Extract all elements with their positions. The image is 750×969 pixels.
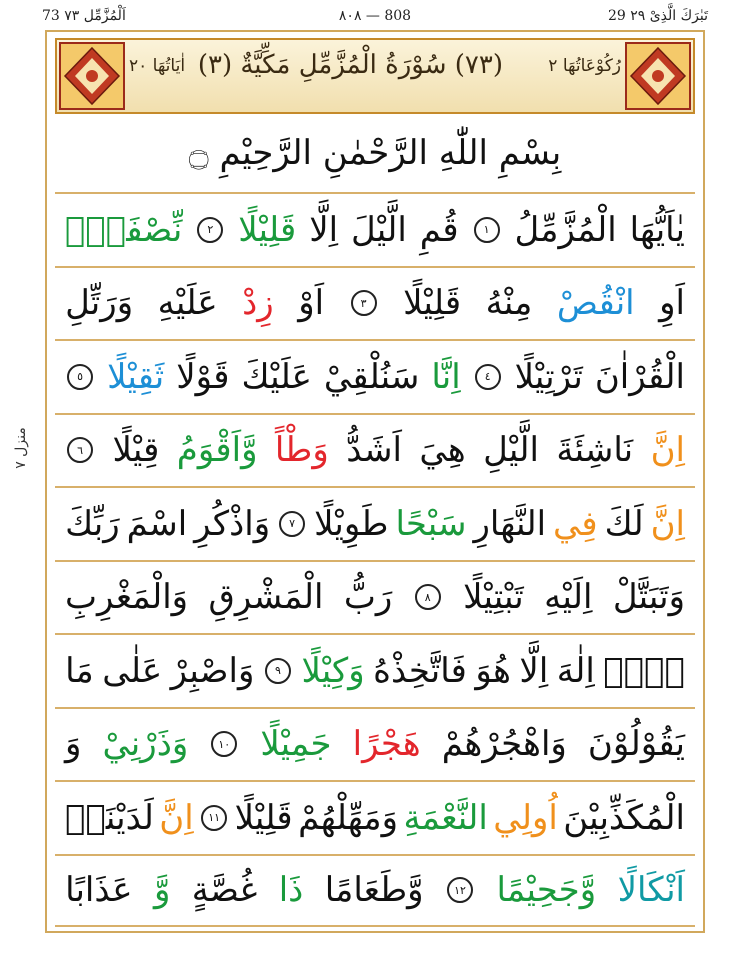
ayah-number-marker: ١٢	[447, 877, 473, 903]
manzil-marker	[14, 420, 40, 480]
verse-word: النَّهَارِ	[473, 503, 547, 544]
verse-word: وَاهْجُرْهُمْ	[441, 724, 567, 765]
verse-word: اِلَّا	[309, 209, 339, 250]
verse-word: هِيَ	[419, 430, 466, 471]
verse-word: تَرْتِيْلًا	[514, 356, 583, 397]
header-ornament-left-icon	[59, 42, 125, 110]
verse-line	[55, 560, 695, 634]
verse-word: قُمِ	[419, 209, 459, 250]
verse-word: سَبْحًا	[395, 503, 467, 544]
verse-word: زِدْ	[242, 283, 274, 324]
verse-word: عَلٰى	[102, 650, 163, 691]
ayah-number-marker: ١	[474, 217, 500, 243]
verse-word: مَا	[65, 650, 94, 691]
verse-word: نِّصْفَهٗۤ	[65, 209, 183, 250]
verse-word: اُولِي	[493, 797, 558, 838]
ayah-number-marker: ١٠	[211, 731, 237, 757]
verse-word: وَّ	[153, 870, 171, 911]
verse-word: وَكِيْلًا	[301, 650, 365, 691]
verse-word: قِيْلًا	[112, 430, 160, 471]
ayah-number-marker: ٧	[279, 511, 305, 537]
page-top-line	[42, 6, 708, 28]
ayat-count: اٰیَاتُهَا ٢٠	[129, 56, 186, 76]
bismillah: بِسْمِ اللّٰهِ الرَّحْمٰنِ الرَّحِیْمِ ۝	[188, 133, 562, 173]
verse-word: لَكَ	[604, 503, 644, 544]
verse-word: وَرَتِّلِ	[65, 283, 134, 324]
verse-word: فِي	[553, 503, 598, 544]
verse-line	[55, 707, 695, 781]
header-ornament-right-icon	[625, 42, 691, 110]
verse-word: ثَقِيْلًا	[107, 356, 165, 397]
verse-word: لَاۤ	[603, 650, 685, 691]
verse-word: قَلِيْلًا	[403, 283, 462, 324]
verse-line	[55, 413, 695, 487]
verse-word: اِنَّ	[650, 503, 685, 544]
verse-word: نَاشِئَةَ	[556, 430, 634, 471]
verse-line	[55, 780, 695, 854]
ayah-number-marker: ٢	[197, 217, 223, 243]
verse-word: انْقُصْ	[556, 283, 635, 324]
verse-word: اِلَيْهِ	[544, 577, 593, 618]
verse-word: رَبِّكَ	[65, 503, 120, 544]
verse-word: عَلَيْكَ	[241, 356, 312, 397]
verse-word: لَدَيْنَاۤ	[65, 797, 154, 838]
verse-lines	[55, 192, 695, 927]
verse-word: قَوْلًا	[176, 356, 230, 397]
surah-header	[55, 38, 695, 114]
verse-word: وَتَبَتَّلْ	[612, 577, 685, 618]
page-frame	[45, 30, 705, 933]
verse-line	[55, 339, 695, 413]
ayah-number-marker: ١١	[201, 805, 227, 831]
verse-word: اَشَدُّ	[346, 430, 402, 471]
verse-word: الْمَشْرِقِ	[208, 577, 324, 618]
verse-word: هَجْرًا	[352, 724, 421, 765]
ayah-number-marker: ٦	[67, 437, 93, 463]
verse-word: اِلٰهَ	[556, 650, 595, 691]
verse-word: اِنَّ	[650, 430, 685, 471]
ayah-number-marker: ٤	[475, 364, 501, 390]
verse-line	[55, 192, 695, 266]
verse-word: قَلِيْلًا	[234, 797, 293, 838]
verse-word: الْقُرْاٰنَ	[594, 356, 685, 397]
verse-word: وَ	[65, 724, 82, 765]
verse-word: يٰاَيُّهَا	[629, 209, 685, 250]
verse-word: وَّطَعَامًا	[324, 870, 424, 911]
verse-word: وَاصْبِرْ	[170, 650, 255, 691]
verse-line	[55, 486, 695, 560]
verse-word: الَّيْلَ	[351, 209, 407, 250]
surah-running-title: 73 اَلْمُزَّمِّل ٧٣	[42, 8, 126, 24]
ayah-number-marker: ٨	[415, 584, 441, 610]
page-number: ٨٠٨ — 808	[338, 8, 412, 24]
surah-title: (٧٣) سُوْرَةُ الْمُزَّمِّلِ مَكِّیَّةٌ (٣)	[197, 50, 503, 80]
verse-word: عَذَابًا	[65, 870, 133, 911]
verse-line	[55, 633, 695, 707]
verse-word: رَبُّ	[343, 577, 393, 618]
ayah-number-marker: ٥	[67, 364, 93, 390]
verse-word: تَبْتِيْلًا	[463, 577, 524, 618]
verse-word: يَقُوْلُوْنَ	[587, 724, 685, 765]
verse-line	[55, 854, 695, 928]
verse-line	[55, 266, 695, 340]
ayah-number-marker: ٩	[265, 658, 291, 684]
verse-word: غُصَّةٍ	[191, 870, 258, 911]
verse-word: وَّاَقْوَمُ	[176, 430, 258, 471]
verse-word: وَاذْكُرِ	[194, 503, 271, 544]
verse-word: الَّيْلِ	[483, 430, 539, 471]
verse-word: فَاتَّخِذْهُ	[373, 650, 467, 691]
verse-word: اِنَّا	[431, 356, 461, 397]
verse-word: مِنْهُ	[485, 283, 533, 324]
verse-word: طَوِيْلًا	[314, 503, 389, 544]
verse-word: هُوَ	[475, 650, 511, 691]
verse-word: اسْمَ	[126, 503, 188, 544]
verse-word: الْمُكَذِّبِيْنَ	[563, 797, 685, 838]
verse-word: وَطْاً	[274, 430, 329, 471]
verse-word: وَمَهِّلْهُمْ	[298, 797, 398, 838]
verse-word: وَالْمَغْرِبِ	[65, 577, 189, 618]
verse-word: قَلِيْلًا	[238, 209, 297, 250]
verse-word: الْمُزَّمِّلُ	[514, 209, 617, 250]
verse-word: ذَا	[278, 870, 304, 911]
verse-word: اَنْكَالًا	[617, 870, 685, 911]
verse-word: اَوْ	[298, 283, 325, 324]
manzil-label: منزل ٧	[12, 427, 29, 469]
verse-word: وَذَرْنِيْ	[102, 724, 189, 765]
ayah-number-marker: ٣	[351, 290, 377, 316]
juz-running-title: 29 تَبٰرَكَ الَّذِیْ ٢٩	[607, 8, 708, 24]
verse-word: اِلَّا	[519, 650, 549, 691]
verse-word: اِنَّ	[159, 797, 194, 838]
ruku-count: رُكُوْعَاتُهَا ٢	[548, 56, 621, 76]
verse-word: سَنُلْقِيْ	[323, 356, 420, 397]
verse-word: عَلَيْهِ	[157, 283, 218, 324]
verse-word: وَّجَحِيْمًا	[496, 870, 597, 911]
verse-word: جَمِيْلًا	[260, 724, 332, 765]
verse-word: اَوِ	[659, 283, 685, 324]
verse-word: النَّعْمَةِ	[403, 797, 488, 838]
